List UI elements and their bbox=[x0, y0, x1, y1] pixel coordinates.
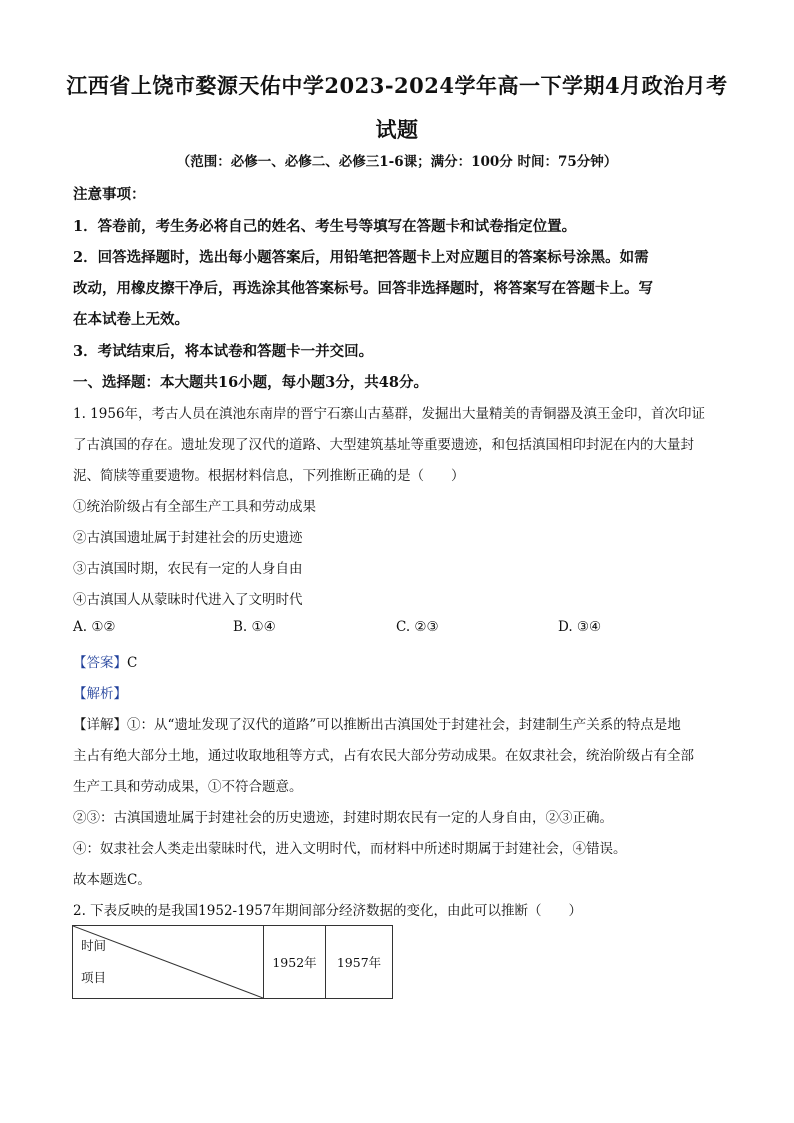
answer-label: 【答案】 bbox=[73, 655, 127, 671]
section-heading-choice: 一、选择题：本大题共16小题，每小题3分，共48分。 bbox=[73, 374, 428, 391]
question-1-statement-1: ①统治阶级占有全部生产工具和劳动成果 bbox=[73, 499, 316, 515]
notice-item-2-line2: 改动，用橡皮擦干净后，再选涂其他答案标号。回答非选择题时，将答案写在答题卡上。写 bbox=[73, 280, 653, 297]
answer-line bbox=[73, 651, 723, 671]
detail-label: 【详解】 bbox=[73, 717, 127, 733]
question-1-option-d: D. ③④ bbox=[558, 619, 602, 635]
question-1-option-b: B. ①④ bbox=[233, 619, 276, 635]
exam-title-line2: 试题 bbox=[375, 117, 419, 142]
exam-title-line1: 江西省上饶市婺源天佑中学2023-2024学年高一下学期4月政治月考 bbox=[66, 73, 728, 98]
notice-item-2-line3: 在本试卷上无效。 bbox=[73, 311, 189, 328]
question-1-stem-line1: 1. 1956年，考古人员在滇池东南岸的晋宁石寨山古墓群，发掘出大量精美的青铜器及滇王金印，首次印证 bbox=[73, 406, 706, 422]
question-1-statement-2: ②古滇国遗址属于封建社会的历史遗迹 bbox=[73, 530, 303, 546]
question-1-statement-3: ③古滇国时期，农民有一定的人身自由 bbox=[73, 561, 303, 577]
notice-item-1: 1．答卷前，考生务必将自己的姓名、考生号等填写在答题卡和试卷指定位置。 bbox=[73, 218, 577, 235]
detail-line4: ②③：古滇国遗址属于封建社会的历史遗迹，封建时期农民有一定的人身自由，②③正确。 bbox=[73, 810, 613, 826]
question-2-stem: 2. 下表反映的是我国1952-1957年期间部分经济数据的变化，由此可以推断（ ） bbox=[73, 903, 582, 919]
notice-item-3: 3．考试结束后，将本试卷和答题卡一并交回。 bbox=[73, 343, 374, 360]
question-1-option-a: A. ①② bbox=[73, 619, 116, 635]
exam-scope-subtitle: （范围：必修一、必修二、必修三1-6课；满分：100分 时间：75分钟） bbox=[176, 154, 618, 170]
detail-line2: 主占有绝大部分土地，通过收取地租等方式，占有农民大部分劳动成果。在奴隶社会，统治阶级占有全部 bbox=[73, 748, 694, 764]
table-header-1957: 1957年 bbox=[326, 926, 393, 999]
question-1-stem-line2: 了古滇国的存在。遗址发现了汉代的道路、大型建筑基址等重要遗迹，和包括滇国相印封泥在内的大量封 bbox=[73, 437, 694, 453]
detail-line5: ④：奴隶社会人类走出蒙昧时代，进入文明时代，而材料中所述时期属于封建社会，④错误。 bbox=[73, 841, 627, 857]
analysis-label: 【解析】 bbox=[73, 686, 127, 702]
notice-heading: 注意事项： bbox=[73, 186, 146, 203]
table-header-item: 项目 bbox=[81, 970, 107, 985]
question-1-stem-line3: 泥、简牍等重要遗物。根据材料信息，下列推断正确的是（ ） bbox=[73, 468, 465, 484]
detail-line1 bbox=[73, 713, 723, 733]
question-1-statement-4: ④古滇国人从蒙昧时代进入了文明时代 bbox=[73, 592, 303, 608]
conclusion-line: 故本题选C。 bbox=[73, 872, 151, 888]
table-header-time: 时间 bbox=[81, 938, 107, 953]
notice-item-2-line1: 2．回答选择题时，选出每小题答案后，用铅笔把答题卡上对应题目的答案标号涂黑。如需 bbox=[73, 249, 649, 266]
question-1-option-c: C. ②③ bbox=[396, 619, 439, 635]
table-header-1952: 1952年 bbox=[264, 926, 326, 999]
economic-data-table bbox=[72, 925, 393, 999]
detail-text-1: ①：从“遗址发现了汉代的道路”可以推断出古滇国处于封建社会，封建制生产关系的特点是地 bbox=[127, 717, 681, 733]
table-diagonal-header-cell bbox=[73, 926, 264, 999]
detail-line3: 生产工具和劳动成果，①不符合题意。 bbox=[73, 779, 303, 795]
table-header-row bbox=[73, 926, 393, 999]
answer-value: C bbox=[127, 655, 138, 671]
